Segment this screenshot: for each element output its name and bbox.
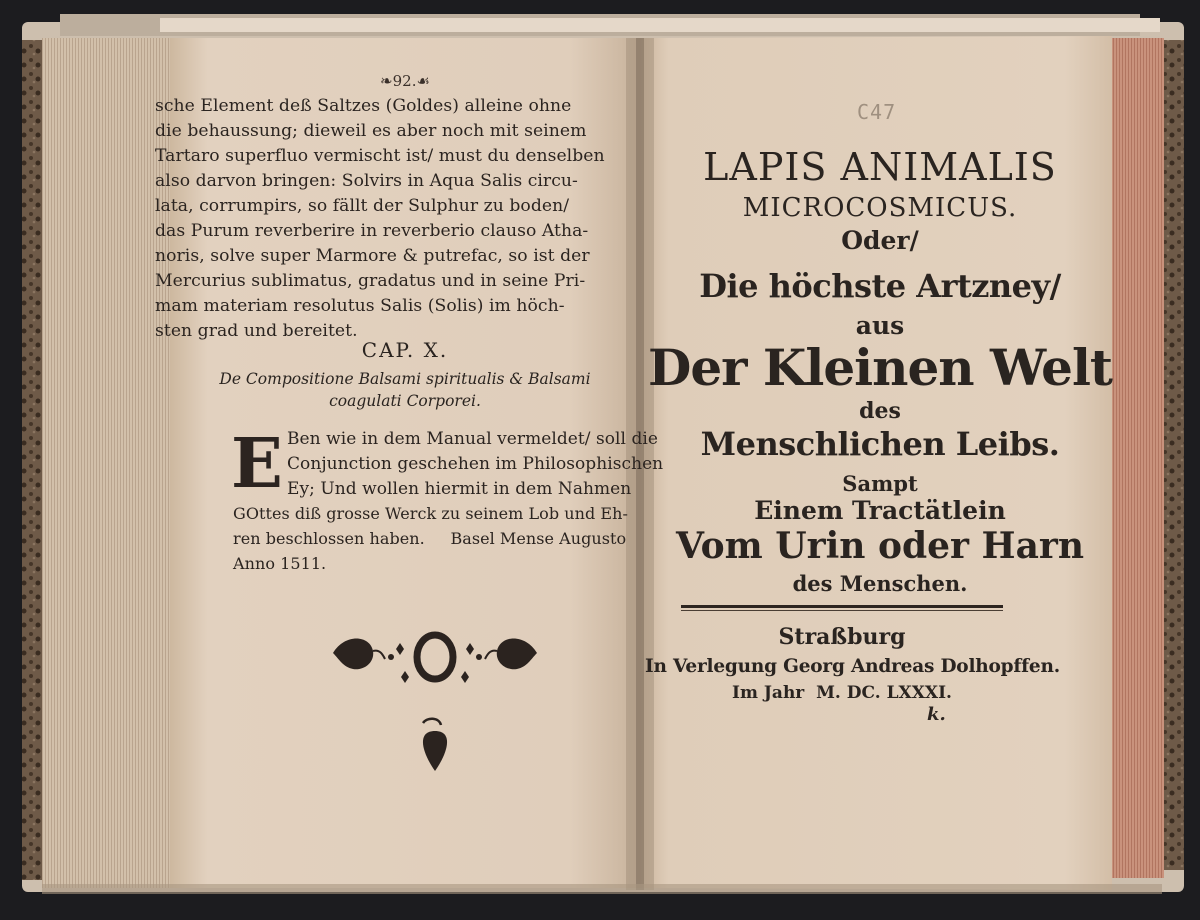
para-line: Ey; Und wollen hiermit in dem Nahmen <box>287 479 632 499</box>
page-number <box>135 74 675 89</box>
handwritten-shelf-mark: C47 <box>857 100 897 124</box>
imprint-line: Im Jahr M. DC. LXXXI. <box>732 683 952 703</box>
body-line: die behaussung; dieweil es aber noch mit seinem <box>155 121 587 141</box>
title-line: Vom Urin oder Harn <box>675 525 1085 567</box>
chapter-subtitle: coagulati Corporei. <box>329 392 481 410</box>
lower-fleuron <box>423 731 447 771</box>
title-line: des Menschen. <box>792 571 968 596</box>
title-line: MICROCOSMICUS. <box>742 193 1018 223</box>
imprint-line: Straßburg <box>778 624 906 650</box>
ornament-ring <box>417 635 453 679</box>
para-line: Ben wie in dem Manual vermeldet/ soll die <box>287 429 659 449</box>
para-line: GOttes diß grosse Werck zu seinem Lob und Eh- <box>233 504 628 523</box>
para-line: ren beschlossen haben. Basel Mense Augusto <box>233 529 627 548</box>
body-line: Tartaro superfluo vermischt ist/ must du denselben <box>155 146 605 166</box>
body-line: noris, solve super Marmore & putrefac, so ist der <box>155 246 590 266</box>
horizontal-rule <box>681 605 1003 608</box>
para-line: Conjunction geschehen im Philosophischen <box>287 454 664 474</box>
para-line: Anno 1511. <box>233 554 327 573</box>
horizontal-rule-thin <box>681 610 1003 611</box>
title-line: Oder/ <box>841 226 919 255</box>
left-page <box>155 38 664 878</box>
chapter-heading: CAP. X. <box>361 338 449 362</box>
title-line: Sampt <box>842 471 918 496</box>
right-page <box>645 38 1115 888</box>
body-line: sten grad und bereitet. <box>155 321 358 341</box>
handwritten-tick: k. <box>927 704 946 725</box>
page-number-text: 92. <box>392 72 417 90</box>
title-line: aus <box>855 311 905 340</box>
body-line: das Purum reverberire in reverberio clauso Atha- <box>155 221 589 241</box>
chapter-subtitle: De Compositione Balsami spiritualis & Balsami <box>219 370 591 388</box>
body-line: mam materiam resolutus Salis (Solis) im höch- <box>155 296 565 316</box>
title-line: Einem Tractätlein <box>754 496 1006 525</box>
body-line: Mercurius sublimatus, gradatus und in seine Pri- <box>155 271 586 291</box>
body-line: sche Element deß Saltzes (Goldes) alleine ohne <box>155 96 572 116</box>
imprint-line: In Verlegung Georg Andreas Dolhopffen. <box>645 656 1060 677</box>
printers-ornament <box>325 623 545 793</box>
title-line: Der Kleinen Welt <box>647 338 1113 397</box>
title-line: Menschlichen Leibs. <box>700 425 1060 463</box>
leaf-right <box>497 639 537 670</box>
title-line: des <box>859 398 901 424</box>
title-line: LAPIS ANIMALIS <box>703 145 1057 189</box>
page-number-ornament-right: ☙ <box>416 72 430 90</box>
title-line: Die höchste Artzney/ <box>699 267 1061 305</box>
body-line: lata, corrumpirs, so fällt der Sulphur zu boden/ <box>155 196 570 216</box>
leaf-left <box>333 639 373 670</box>
drop-cap: E <box>231 424 283 504</box>
page-number-ornament-left: ❧ <box>380 72 393 90</box>
body-line: also darvon bringen: Solvirs in Aqua Salis circu- <box>155 171 578 191</box>
